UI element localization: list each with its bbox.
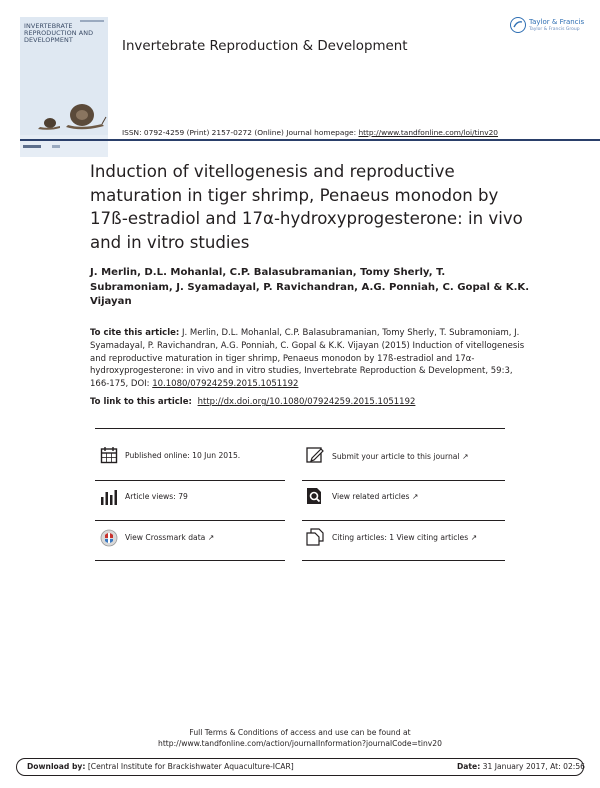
citation-block — [90, 327, 530, 391]
journal-name[interactable]: Invertebrate Reproduction & Development — [122, 39, 408, 54]
article-title: Induction of vitellogenesis and reproductive maturation in tiger shrimp, Penaeus monodon by 17ß-estradiol and 17α-hydroxyprogesterone: in vivo and in vitro studies — [90, 162, 523, 252]
download-info-bar — [16, 758, 584, 776]
bar-chart-icon — [100, 488, 118, 506]
crossmark-link[interactable]: View Crossmark data ↗ — [125, 533, 215, 542]
external-link-icon: ↗ — [470, 533, 477, 542]
publisher-name: Taylor & Francis — [529, 18, 585, 26]
grid-top-rule — [95, 428, 505, 429]
external-link-icon: ↗ — [411, 492, 419, 501]
article-link-line — [90, 397, 530, 407]
article-authors: J. Merlin, D.L. Mohanlal, C.P. Balasubramanian, Tomy Sherly, T. Subramoniam, J. Syamadayal, P. Ravichandran, A.G. Ponniah, C. Gopal & K.K. Vijayan — [90, 267, 530, 307]
article-doi-link[interactable]: http://dx.doi.org/10.1080/07924259.2015.1051192 — [197, 397, 416, 407]
journal-homepage-link[interactable]: http://www.tandfonline.com/loi/tinv20 — [358, 128, 499, 137]
cover-publisher-logo — [23, 145, 41, 148]
publisher-sub: Taylor & Francis Group — [529, 27, 580, 32]
related-articles-link[interactable]: View related articles ↗ — [332, 492, 419, 501]
grid-rule — [302, 480, 505, 481]
citation-text: J. Merlin, D.L. Mohanlal, C.P. Balasubramanian, Tomy Sherly, T. Subramoniam, J. Syamadayal, P. Ravichandran, A.G. Ponniah, C. Gopal & K.K. Vijayan (2015) Induction of vitellogenesis and reproductive maturation in tiger shrimp, Penaeus monodon by 17ß-estradiol and 17α-hydroxyprogesterone: in vivo and in vitro studies, Invertebrate Reproduction & Development, 59:3, 166-175, DOI: — [90, 328, 525, 390]
related-articles-icon[interactable] — [306, 487, 324, 505]
citing-articles-icon[interactable] — [306, 528, 324, 546]
header-divider — [20, 139, 600, 141]
terms-link[interactable]: http://www.tandfonline.com/action/journalInformation?journalCode=tinv20 — [158, 739, 442, 748]
submit-article-link[interactable]: Submit your article to this journal ↗ — [332, 452, 469, 461]
downloaded-by: Download by: [Central Institute for Brackishwater Aquaculture-ICAR] — [27, 762, 294, 771]
grid-rule — [302, 560, 505, 561]
citing-articles-link[interactable]: Citing articles: 1 View citing articles ↗ — [332, 533, 477, 542]
external-link-icon: ↗ — [461, 452, 469, 461]
journal-cover — [20, 17, 108, 137]
external-link-icon: ↗ — [207, 533, 215, 542]
cover-title: INVERTEBRATE REPRODUCTION AND DEVELOPMENT — [24, 22, 94, 44]
article-views: Article views: 79 — [125, 492, 188, 501]
crossmark-icon[interactable] — [100, 529, 118, 547]
submit-article-icon[interactable] — [306, 446, 324, 464]
calendar-icon — [100, 446, 118, 464]
snail-illustration — [30, 95, 110, 135]
link-label: To link to this article: — [90, 397, 192, 407]
citation-doi-link[interactable]: 10.1080/07924259.2015.1051192 — [152, 379, 299, 390]
publisher-logo-icon — [510, 17, 526, 33]
grid-rule — [95, 480, 285, 481]
issn-line — [122, 128, 498, 137]
grid-rule — [95, 520, 285, 521]
issn-text: ISSN: 0792-4259 (Print) 2157-0272 (Online) Journal homepage: — [122, 128, 357, 137]
grid-rule — [302, 520, 505, 521]
published-date: Published online: 10 Jun 2015. — [125, 451, 241, 460]
citation-label: To cite this article: — [90, 328, 180, 338]
publisher-logo[interactable] — [510, 17, 584, 39]
download-date: Date: 31 January 2017, At: 02:56 — [457, 762, 585, 771]
grid-rule — [95, 560, 285, 561]
terms-line-1: Full Terms & Conditions of access and use can be found at — [189, 728, 411, 737]
